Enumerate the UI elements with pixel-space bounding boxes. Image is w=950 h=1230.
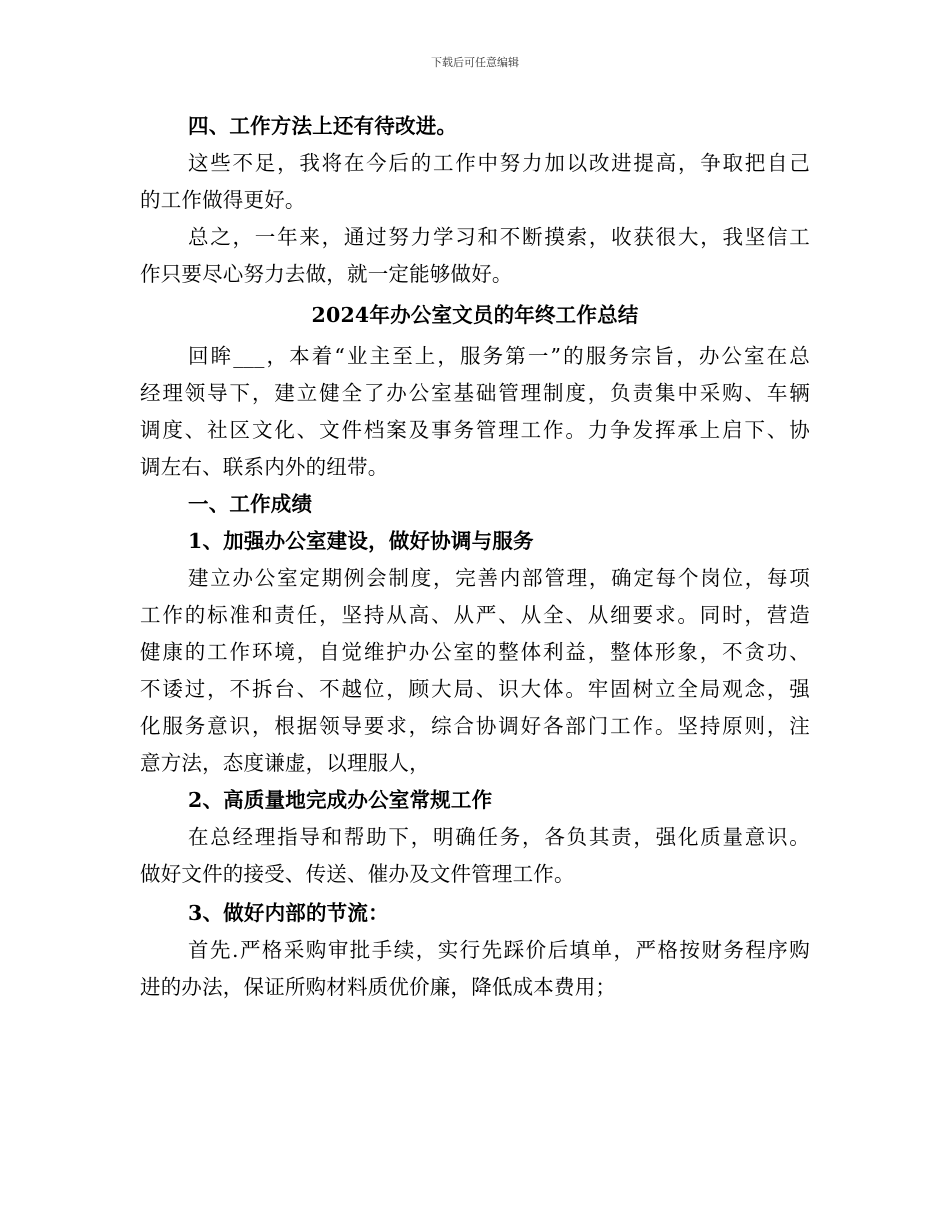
paragraph-line: 建立办公室定期例会制度，完善内部管理，确定每个岗位，每项	[188, 566, 810, 590]
paragraph-line: 经理领导下，建立健全了办公室基础管理制度，负责集中采购、车辆	[140, 381, 810, 405]
paragraph-line: 做好文件的接受、传送、催办及文件管理工作。	[140, 862, 575, 886]
paragraph-line: 意方法，态度谦虚，以理服人，	[140, 751, 430, 775]
subsection-heading-2: 2、高质量地完成办公室常规工作	[188, 788, 493, 812]
section-heading-achievements: 一、工作成绩	[188, 492, 313, 516]
paragraph-line: 调度、社区文化、文件档案及事务管理工作。力争发挥承上启下、协	[140, 418, 810, 442]
paragraph-line: 首先.严格采购审批手续，实行先踩价后填单，严格按财务程序购	[188, 938, 810, 962]
paragraph-line: 化服务意识，根据领导要求，综合协调好各部门工作。坚持原则，注	[140, 714, 810, 738]
document-body	[140, 108, 810, 1006]
page-header-note: 下载后可任意编辑	[431, 56, 519, 69]
paragraph-line: 不诿过，不拆台、不越位，顾大局、识大体。牢固树立全局观念，强	[140, 677, 810, 701]
paragraph-line: 作只要尽心努力去做，就一定能够做好。	[140, 262, 513, 286]
paragraph-line: 回眸___，本着“业主至上，服务第一”的服务宗旨，办公室在总	[188, 344, 810, 368]
paragraph-line: 在总经理指导和帮助下，明确任务，各负其责，强化质量意识。	[188, 825, 810, 849]
paragraph-line: 调左右、联系内外的纽带。	[140, 455, 389, 479]
paragraph-line: 的工作做得更好。	[140, 188, 306, 212]
paragraph-line: 总之，一年来，通过努力学习和不断摸索，收获很大，我坚信工	[188, 225, 810, 249]
paragraph-line: 工作的标准和责任，坚持从高、从严、从全、从细要求。同时，营造	[140, 603, 810, 627]
subsection-heading-1: 1、加强办公室建设，做好协调与服务	[188, 529, 534, 553]
paragraph-line: 进的办法，保证所购材料质优价廉，降低成本费用；	[140, 975, 617, 999]
paragraph-line: 健康的工作环境，自觉维护办公室的整体利益，整体形象，不贪功、	[140, 640, 810, 664]
document-title: 2024年办公室文员的年终工作总结	[311, 303, 639, 327]
section-heading-4: 四、工作方法上还有待改进。	[188, 114, 458, 138]
paragraph-line: 这些不足，我将在今后的工作中努力加以改进提高，争取把自己	[188, 151, 810, 175]
subsection-heading-3: 3、做好内部的节流：	[188, 901, 389, 925]
